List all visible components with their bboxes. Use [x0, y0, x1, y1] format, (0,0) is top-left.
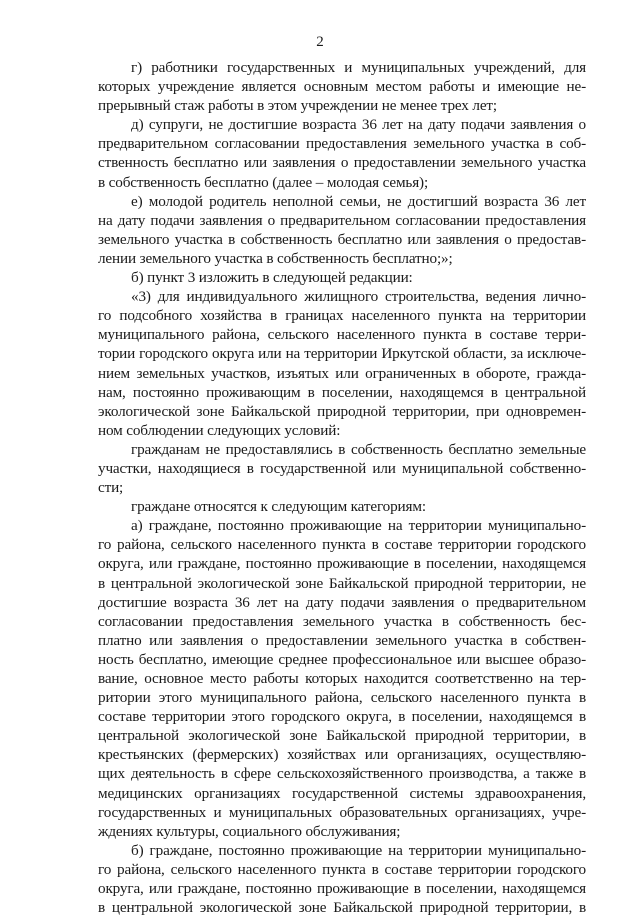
text-line: нам, постоянно проживающим в поселении, находящемся в центральной — [98, 383, 586, 401]
scan-artifact — [350, 2, 358, 5]
text-line: е) молодой родитель неполной семьи, не достигший возраста 36 лет — [131, 192, 586, 210]
text-line: в центральной экологической зоне Байкальской природной территории, не — [98, 574, 586, 592]
text-line: экологической зоне Байкальской природной территории, при одновремен- — [98, 402, 586, 420]
text-line: б) граждане, постоянно проживающие на территории муниципально- — [131, 841, 586, 859]
text-line: крестьянских (фермерских) хозяйствах или организациях, осуществляю- — [98, 746, 586, 764]
text-line: прерывный стаж работы в этом учреждении не менее трех лет; — [98, 97, 497, 115]
text-line: вание, основное место работы которых находится соответственно на тер- — [98, 670, 586, 687]
text-line: платно или заявления о предоставлении земельного участка в собствен- — [98, 631, 586, 649]
text-line: составе территории этого городского округа, в поселении, находящемся в — [98, 708, 586, 726]
text-line: центральной экологической зоне Байкальской природной территории, в — [98, 727, 586, 745]
text-line: на дату подачи заявления о предварительном согласовании предоставления — [98, 211, 586, 229]
text-line: округа, или граждане, постоянно проживающие в поселении, находящемся — [98, 555, 586, 573]
text-line: «3) для индивидуального жилищного строительства, ведения лично- — [131, 288, 586, 306]
text-line: ном соблюдении следующих условий: — [98, 421, 341, 439]
text-line: д) супруги, не достигшие возраста 36 лет на дату подачи заявления о — [131, 116, 586, 134]
text-line: лении земельного участка в собственность бесплатно;»; — [98, 249, 453, 267]
text-line: согласовании предоставления земельного участка в собственность бес- — [98, 612, 586, 630]
text-line: нием земельных участков, изъятых или ограниченных в обороте, гражда- — [98, 364, 586, 382]
text-line: ритории этого муниципального района, сельского населенного пункта в — [98, 689, 586, 707]
text-line: медицинских организациях государственной системы здравоохранения, — [98, 784, 586, 802]
text-line: достигшие возраста 36 лет на дату подачи заявления о предварительном — [98, 593, 586, 611]
text-line: тории городского округа или на территории Иркутской области, за исключе- — [98, 345, 586, 363]
text-line: в центральной экологической зоне Байкальской природной территории, в — [98, 899, 586, 917]
text-line: государственных и муниципальных образовательных организациях, учре- — [98, 803, 586, 821]
text-line: которых учреждение является основным местом работы и имеющие не- — [98, 78, 586, 96]
text-line: в собственность бесплатно (далее – молодая семья); — [98, 173, 429, 191]
text-line: муниципального района, сельского населенного пункта в составе терри- — [98, 326, 586, 344]
text-line: г) работники государственных и муниципальных учреждений, для — [131, 59, 586, 76]
text-line: округа, или граждане, постоянно проживающие в поселении, находящемся — [98, 880, 586, 898]
text-line: щих деятельность в сфере сельскохозяйственного производства, а также в — [98, 765, 586, 783]
text-line: го подсобного хозяйства в границах населенного пункта на территории — [98, 307, 586, 325]
text-line: сти; — [98, 479, 124, 497]
text-line: а) граждане, постоянно проживающие на территории муниципально- — [131, 517, 586, 535]
text-line: го района, сельского населенного пункта в составе территории городского — [98, 536, 586, 554]
text-line: граждане относятся к следующим категориям: — [131, 498, 426, 516]
text-line: гражданам не предоставлялись в собственность бесплатно земельные — [131, 440, 586, 458]
text-line: ждениях культуры, социального обслуживания; — [98, 822, 401, 840]
text-line: б) пункт 3 изложить в следующей редакции: — [131, 269, 413, 287]
text-line: земельного участка в собственность бесплатно или заявления о предостав- — [98, 230, 586, 248]
text-line: участки, находящиеся в государственной или муниципальной собственно- — [98, 459, 586, 477]
document-body — [98, 58, 586, 917]
text-line: ственность бесплатно или заявления о предоставлении земельного участка — [98, 154, 586, 172]
page-number: 2 — [316, 34, 324, 50]
text-line: ность бесплатно, имеющие среднее профессиональное или высшее образо- — [98, 650, 586, 668]
text-line: го района, сельского населенного пункта в составе территории городского — [98, 860, 586, 878]
text-line: предварительном согласовании предоставления земельного участка в соб- — [98, 135, 586, 153]
